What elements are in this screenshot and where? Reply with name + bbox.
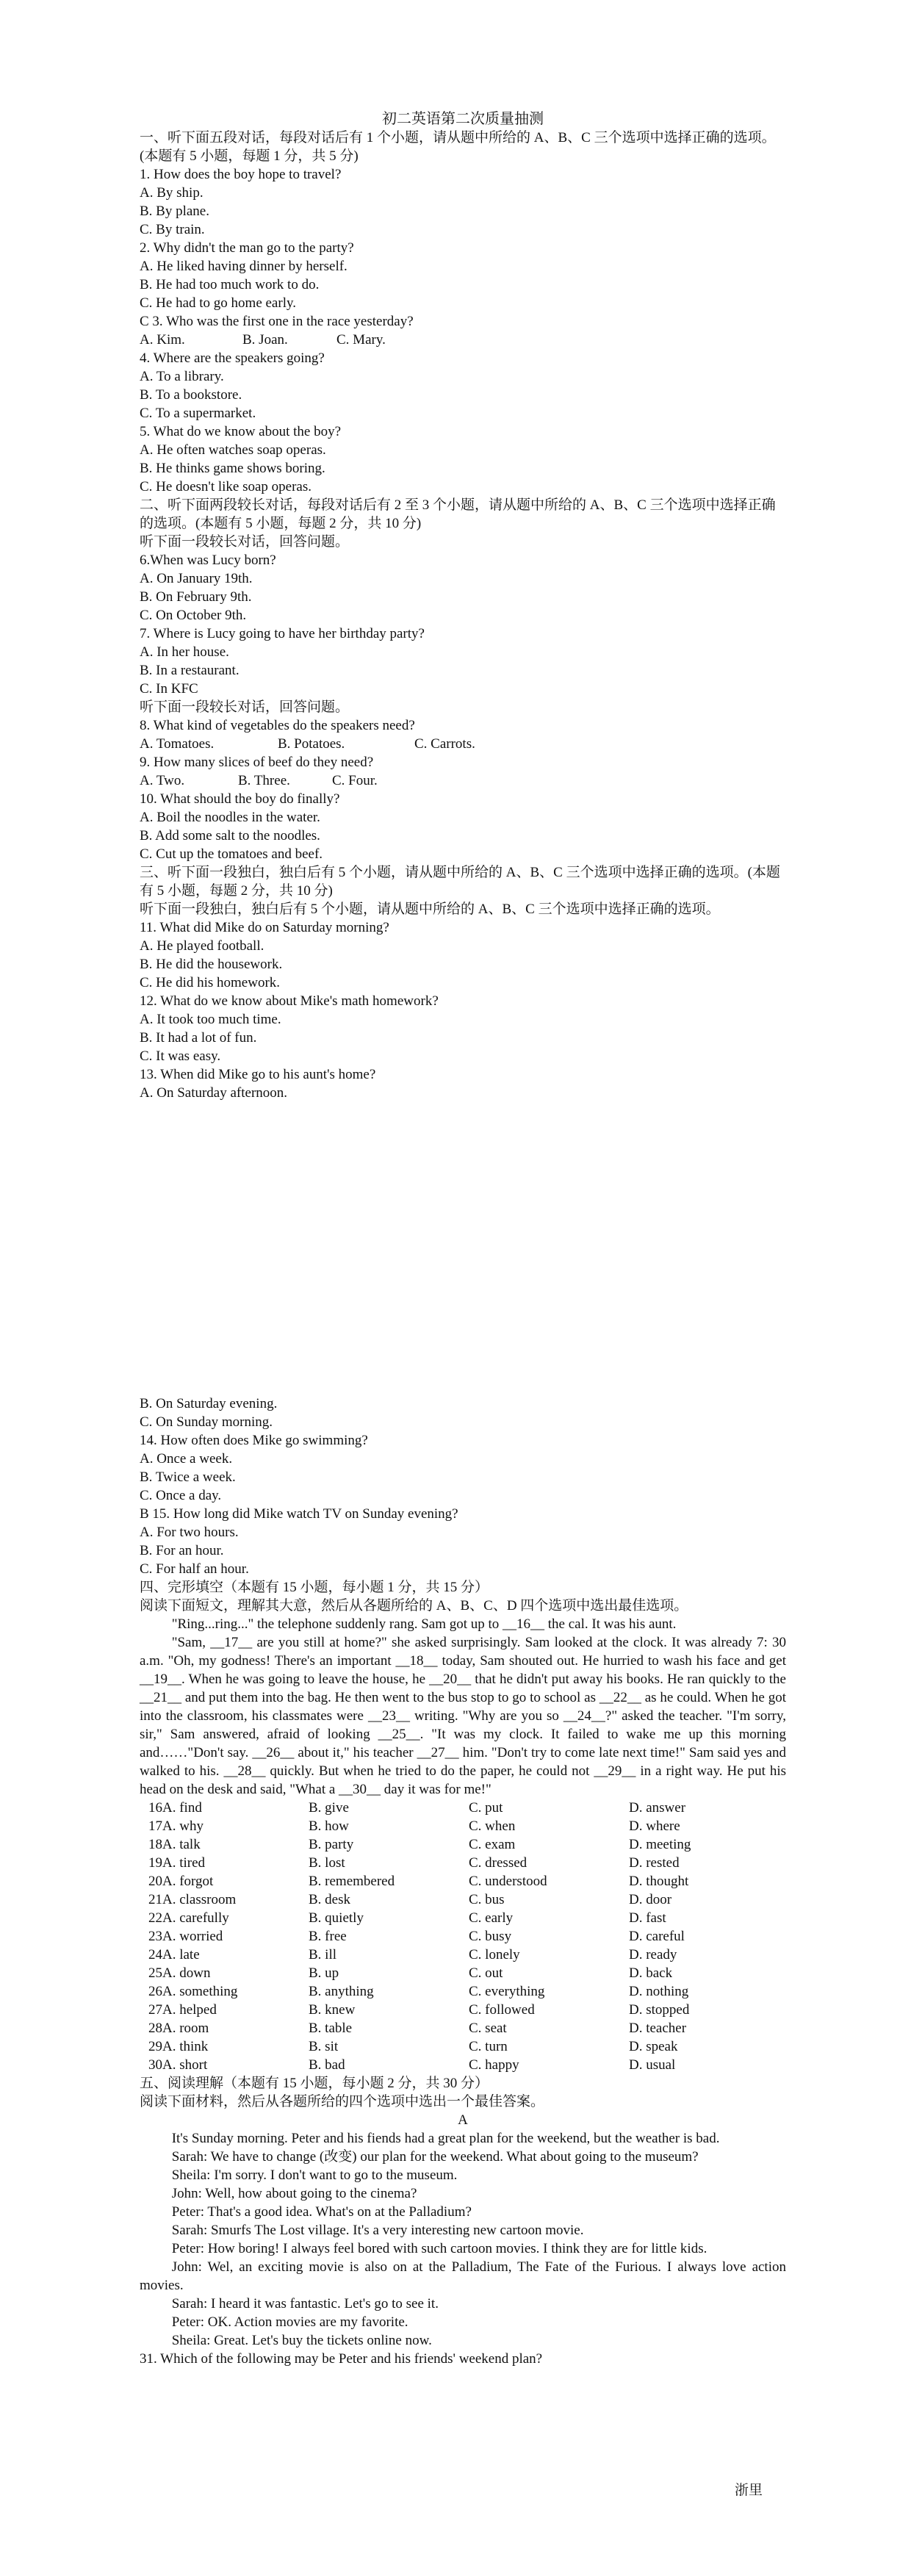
cloze-option-row bbox=[140, 1872, 786, 1890]
question-3-option-b: B. Joan. bbox=[242, 332, 288, 348]
section-3-heading: 三、听下面一段独白，独白后有 5 个小题，请从题中所给的 A、B、C 三个选项中选择正确的选项。(本题有 5 小题，每题 2 分，共 10 分) bbox=[140, 865, 780, 899]
question-8-option-b: B. Potatoes. bbox=[278, 736, 345, 752]
cloze-option-b: B. ill bbox=[309, 1947, 337, 1962]
cloze-option-b: B. knew bbox=[309, 2002, 356, 2018]
question-4-option-b: B. To a bookstore. bbox=[140, 387, 242, 403]
cloze-option-row bbox=[140, 1799, 786, 1817]
question-12-option-c: C. It was easy. bbox=[140, 1048, 221, 1064]
cloze-option-c: C. put bbox=[469, 1800, 503, 1816]
cloze-option-d: D. stopped bbox=[629, 2002, 690, 2018]
section-4-heading: 四、完形填空（本题有 15 小题，每小题 1 分，共 15 分） bbox=[140, 1580, 489, 1595]
dialogue-line-8: Sarah: I heard it was fantastic. Let's go to see it. bbox=[171, 2296, 439, 2311]
cloze-option-d: D. rested bbox=[629, 1855, 680, 1871]
cloze-option-d: D. door bbox=[629, 1892, 672, 1907]
question-12-option-a: A. It took too much time. bbox=[140, 1012, 281, 1027]
question-7-option-a: A. In her house. bbox=[140, 644, 229, 660]
page-footer: 浙里 bbox=[735, 2483, 763, 2498]
cloze-option-b: B. lost bbox=[309, 1855, 345, 1871]
cloze-option-row bbox=[140, 1835, 786, 1854]
question-8-stem: 8. What kind of vegetables do the speakers need? bbox=[140, 718, 415, 733]
cloze-option-row bbox=[140, 1909, 786, 1927]
cloze-option-a: 29A. think bbox=[148, 2039, 209, 2054]
question-10-option-c: C. Cut up the tomatoes and beef. bbox=[140, 846, 323, 862]
dialogue-line-5: Sarah: Smurfs The Lost village. It's a very interesting new cartoon movie. bbox=[171, 2223, 584, 2238]
cloze-option-d: D. usual bbox=[629, 2057, 676, 2073]
dialogue-line-6: Peter: How boring! I always feel bored with such cartoon movies. I think they are for little kids. bbox=[171, 2241, 707, 2256]
question-9-option-a: A. Two. bbox=[140, 773, 185, 788]
question-7-stem: 7. Where is Lucy going to have her birthday party? bbox=[140, 626, 425, 641]
cloze-option-a: 18A. talk bbox=[148, 1837, 201, 1852]
cloze-option-d: D. meeting bbox=[629, 1837, 691, 1852]
cloze-option-a: 26A. something bbox=[148, 1984, 238, 1999]
question-9-option-c: C. Four. bbox=[332, 773, 378, 788]
question-4-option-a: A. To a library. bbox=[140, 369, 224, 384]
cloze-option-a: 23A. worried bbox=[148, 1929, 223, 1944]
question-12-option-b: B. It had a lot of fun. bbox=[140, 1030, 257, 1046]
cloze-option-row bbox=[140, 1927, 786, 1946]
section-1-heading: 一、听下面五段对话，每段对话后有 1 个小题，请从题中所给的 A、B、C 三个选项中选择正确的选项。(本题有 5 小题，每题 1 分，共 5 分) bbox=[140, 130, 776, 164]
passage-a-paragraph: It's Sunday morning. Peter and his fiends had a great plan for the weekend, but the weather is bad. bbox=[171, 2131, 720, 2146]
cloze-option-a: 30A. short bbox=[148, 2057, 208, 2073]
section-4-intro: 阅读下面短文，理解其大意，然后从各题所给的 A、B、C、D 四个选项中选出最佳选项。 bbox=[140, 1598, 688, 1613]
cloze-option-d: D. nothing bbox=[629, 1984, 689, 1999]
question-5-option-c: C. He doesn't like soap operas. bbox=[140, 479, 312, 494]
question-2-option-b: B. He had too much work to do. bbox=[140, 277, 320, 292]
question-10-option-a: A. Boil the noodles in the water. bbox=[140, 810, 320, 825]
question-3-option-c: C. Mary. bbox=[336, 332, 386, 348]
question-3-option-a: A. Kim. bbox=[140, 332, 185, 348]
cloze-option-a: 20A. forgot bbox=[148, 1874, 214, 1889]
cloze-option-row bbox=[140, 2019, 786, 2037]
exam-block-top bbox=[140, 110, 786, 1102]
dialogue-line-4: Peter: That's a good idea. What's on at the Palladium? bbox=[171, 2204, 472, 2220]
cloze-option-row bbox=[140, 1890, 786, 1909]
cloze-option-c: C. lonely bbox=[469, 1947, 520, 1962]
section-2-heading: 二、听下面两段较长对话，每段对话后有 2 至 3 个小题，请从题中所给的 A、B、C 三个选项中选择正确的选项。(本题有 5 小题，每题 2 分，共 10 分) bbox=[140, 497, 776, 531]
cloze-option-c: C. happy bbox=[469, 2057, 519, 2073]
cloze-option-d: D. ready bbox=[629, 1947, 677, 1962]
cloze-option-a: 16A. find bbox=[148, 1800, 202, 1816]
question-14-option-a: A. Once a week. bbox=[140, 1451, 233, 1467]
cloze-option-row bbox=[140, 1982, 786, 2001]
question-9-option-b: B. Three. bbox=[238, 773, 290, 788]
cloze-option-b: B. bad bbox=[309, 2057, 345, 2073]
dialogue-line-10: Sheila: Great. Let's buy the tickets online now. bbox=[171, 2333, 432, 2348]
cloze-option-row bbox=[140, 2037, 786, 2056]
cloze-option-d: D. answer bbox=[629, 1800, 686, 1816]
cloze-paragraph-2: "Sam, __17__ are you still at home?" she asked surprisingly. Sam looked at the clock. It was already 7: 30 a.m. "Oh, my godness! There's an important __18__ today, Sam shouted out. He hurried to wash his face and get __19__. When he was going to leave the house, he __20__ that he didn't put away his books. He ran quickly to the __21__ and put them into the bag. He then went to the bus stop to go to school as __22__ as he could. When he got into the classroom, his classmates were __23__ writing. "Why are you so __24__?" asked the teacher. "I'm sorry, sir," Sam answered, afraid of looking __25__. "It was my clock. It failed to wake me up this morning and……"Don't say. __26__ about it," his teacher __27__ him. "Don't try to come late next time!" Sam said yes and walked to his. __28__ quickly. But when he tried to do the paper, he could not __29__ in a right way. He put his head on the desk and said, "What a __30__ day it was for me!" bbox=[140, 1635, 786, 1797]
cloze-option-c: C. bus bbox=[469, 1892, 505, 1907]
section-2-intro-2: 听下面一段较长对话，回答问题。 bbox=[140, 699, 350, 715]
cloze-option-c: C. dressed bbox=[469, 1855, 527, 1871]
question-8-option-c: C. Carrots. bbox=[414, 736, 475, 752]
question-9-options bbox=[140, 771, 786, 790]
question-2-option-a: A. He liked having dinner by herself. bbox=[140, 259, 348, 274]
question-10-option-b: B. Add some salt to the noodles. bbox=[140, 828, 320, 843]
question-2-stem: 2. Why didn't the man go to the party? bbox=[140, 240, 354, 256]
exam-block-bottom bbox=[140, 1395, 786, 2368]
cloze-option-b: B. give bbox=[309, 1800, 349, 1816]
cloze-option-d: D. thought bbox=[629, 1874, 689, 1889]
question-31-stem: 31. Which of the following may be Peter and his friends' weekend plan? bbox=[140, 2351, 543, 2367]
cloze-option-d: D. teacher bbox=[629, 2021, 687, 2036]
question-15-option-c: C. For half an hour. bbox=[140, 1561, 249, 1577]
cloze-option-c: C. understood bbox=[469, 1874, 547, 1889]
question-14-option-c: C. Once a day. bbox=[140, 1488, 222, 1503]
cloze-option-d: D. careful bbox=[629, 1929, 685, 1944]
cloze-option-row bbox=[140, 1946, 786, 1964]
question-1-stem: 1. How does the boy hope to travel? bbox=[140, 167, 342, 182]
cloze-option-row bbox=[140, 2056, 786, 2074]
cloze-option-b: B. desk bbox=[309, 1892, 350, 1907]
question-15-option-a: A. For two hours. bbox=[140, 1525, 239, 1540]
cloze-option-b: B. free bbox=[309, 1929, 347, 1944]
cloze-option-c: C. out bbox=[469, 1965, 503, 1981]
question-13-option-c: C. On Sunday morning. bbox=[140, 1414, 273, 1430]
question-14-option-b: B. Twice a week. bbox=[140, 1469, 236, 1485]
cloze-option-row bbox=[140, 2001, 786, 2019]
question-3-options bbox=[140, 331, 786, 349]
cloze-option-b: B. party bbox=[309, 1837, 354, 1852]
cloze-option-a: 25A. down bbox=[148, 1965, 211, 1981]
question-6-option-c: C. On October 9th. bbox=[140, 608, 247, 623]
question-6-stem: 6.When was Lucy born? bbox=[140, 553, 276, 568]
cloze-option-row bbox=[140, 1817, 786, 1835]
cloze-option-d: D. fast bbox=[629, 1910, 666, 1926]
question-9-stem: 9. How many slices of beef do they need? bbox=[140, 755, 374, 770]
cloze-paragraph-1: "Ring...ring..." the telephone suddenly rang. Sam got up to __16__ the cal. It was his aunt. bbox=[171, 1616, 677, 1632]
question-11-stem: 11. What did Mike do on Saturday morning? bbox=[140, 920, 389, 935]
dialogue-line-1: Sarah: We have to change (改变) our plan for the weekend. What about going to the museum? bbox=[171, 2149, 699, 2165]
question-15-option-b: B. For an hour. bbox=[140, 1543, 224, 1558]
cloze-option-b: B. up bbox=[309, 1965, 339, 1981]
question-13-option-a: A. On Saturday afternoon. bbox=[140, 1085, 288, 1101]
question-11-option-a: A. He played football. bbox=[140, 938, 264, 954]
question-5-option-b: B. He thinks game shows boring. bbox=[140, 461, 325, 476]
question-7-option-c: C. In KFC bbox=[140, 681, 198, 697]
cloze-option-row bbox=[140, 1964, 786, 1982]
question-1-option-b: B. By plane. bbox=[140, 204, 209, 219]
cloze-option-d: D. back bbox=[629, 1965, 673, 1981]
cloze-option-b: B. remembered bbox=[309, 1874, 395, 1889]
question-6-option-b: B. On February 9th. bbox=[140, 589, 252, 605]
cloze-option-c: C. busy bbox=[469, 1929, 512, 1944]
cloze-option-b: B. quietly bbox=[309, 1910, 364, 1926]
question-7-option-b: B. In a restaurant. bbox=[140, 663, 240, 678]
section-5-intro: 阅读下面材料，然后从各题所给的四个选项中选出一个最佳答案。 bbox=[140, 2094, 545, 2109]
cloze-option-d: D. where bbox=[629, 1818, 680, 1834]
section-5-heading: 五、阅读理解（本题有 15 小题，每小题 2 分，共 30 分） bbox=[140, 2076, 489, 2091]
cloze-option-d: D. speak bbox=[629, 2039, 678, 2054]
cloze-option-c: C. everything bbox=[469, 1984, 545, 1999]
cloze-option-b: B. table bbox=[309, 2021, 353, 2036]
question-4-stem: 4. Where are the speakers going? bbox=[140, 350, 325, 366]
cloze-option-c: C. early bbox=[469, 1910, 514, 1926]
question-10-stem: 10. What should the boy do finally? bbox=[140, 791, 340, 807]
cloze-option-b: B. anything bbox=[309, 1984, 374, 1999]
question-1-option-c: C. By train. bbox=[140, 222, 205, 237]
cloze-option-a: 28A. room bbox=[148, 2021, 209, 2036]
question-11-option-b: B. He did the housework. bbox=[140, 957, 283, 972]
page-title: 初二英语第二次质量抽测 bbox=[382, 111, 544, 127]
cloze-option-a: 19A. tired bbox=[148, 1855, 206, 1871]
question-3-stem: C 3. Who was the first one in the race yesterday? bbox=[140, 314, 414, 329]
cloze-option-b: B. how bbox=[309, 1818, 349, 1834]
cloze-option-b: B. sit bbox=[309, 2039, 339, 2054]
cloze-option-a: 27A. helped bbox=[148, 2002, 217, 2018]
dialogue-line-3: John: Well, how about going to the cinema? bbox=[171, 2186, 417, 2201]
section-2-intro-1: 听下面一段较长对话，回答问题。 bbox=[140, 534, 350, 550]
cloze-option-a: 22A. carefully bbox=[148, 1910, 229, 1926]
question-5-option-a: A. He often watches soap operas. bbox=[140, 442, 326, 458]
question-14-stem: 14. How often does Mike go swimming? bbox=[140, 1433, 368, 1448]
cloze-option-c: C. seat bbox=[469, 2021, 507, 2036]
question-15-stem: B 15. How long did Mike watch TV on Sunday evening? bbox=[140, 1506, 458, 1522]
question-12-stem: 12. What do we know about Mike's math homework? bbox=[140, 993, 439, 1009]
cloze-option-c: C. followed bbox=[469, 2002, 535, 2018]
cloze-option-c: C. when bbox=[469, 1818, 516, 1834]
passage-a-label: A bbox=[458, 2112, 468, 2128]
cloze-option-c: C. exam bbox=[469, 1837, 516, 1852]
question-5-stem: 5. What do we know about the boy? bbox=[140, 424, 342, 439]
cloze-option-a: 17A. why bbox=[148, 1818, 204, 1834]
question-13-stem: 13. When did Mike go to his aunt's home? bbox=[140, 1067, 376, 1082]
question-4-option-c: C. To a supermarket. bbox=[140, 406, 256, 421]
dialogue-line-9: Peter: OK. Action movies are my favorite. bbox=[171, 2314, 408, 2330]
question-2-option-c: C. He had to go home early. bbox=[140, 295, 296, 311]
section-3-intro: 听下面一段独白，独白后有 5 个小题，请从题中所给的 A、B、C 三个选项中选择正确的选项。 bbox=[140, 902, 720, 917]
dialogue-line-7: John: Wel, an exciting movie is also on at the Palladium, The Fate of the Furious. I always love action movies. bbox=[140, 2259, 786, 2293]
question-13-option-b: B. On Saturday evening. bbox=[140, 1396, 278, 1411]
cloze-option-a: 21A. classroom bbox=[148, 1892, 237, 1907]
cloze-option-c: C. turn bbox=[469, 2039, 508, 2054]
question-8-options bbox=[140, 735, 786, 753]
cloze-option-a: 24A. late bbox=[148, 1947, 200, 1962]
dialogue-line-2: Sheila: I'm sorry. I don't want to go to the museum. bbox=[171, 2167, 458, 2183]
question-1-option-a: A. By ship. bbox=[140, 185, 204, 201]
question-8-option-a: A. Tomatoes. bbox=[140, 736, 215, 752]
question-11-option-c: C. He did his homework. bbox=[140, 975, 281, 990]
question-6-option-a: A. On January 19th. bbox=[140, 571, 253, 586]
cloze-option-row bbox=[140, 1854, 786, 1872]
cloze-options-table bbox=[140, 1799, 786, 2074]
